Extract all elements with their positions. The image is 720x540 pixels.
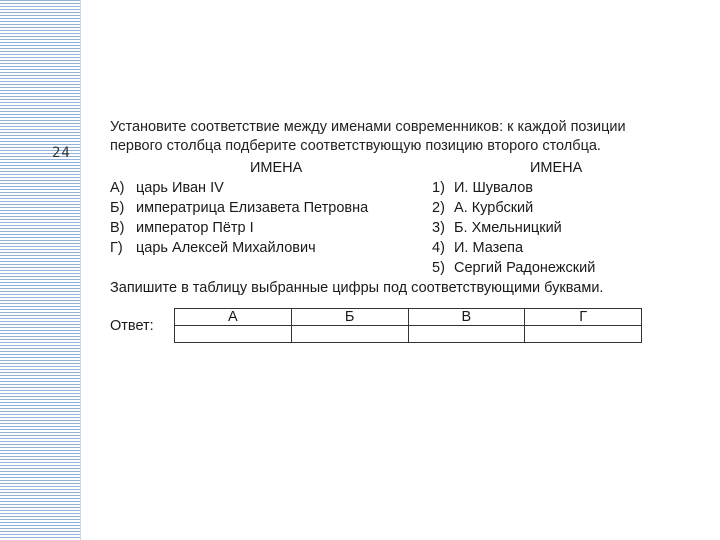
right-column-header: ИМЕНА <box>530 160 583 176</box>
right-item <box>432 198 533 218</box>
left-item-text: царь Иван IV <box>136 180 224 196</box>
right-item-key: 2) <box>432 200 445 216</box>
right-item-text: Сергий Радонежский <box>454 260 596 276</box>
left-item-key: В) <box>110 220 125 236</box>
left-item-text: царь Алексей Михайлович <box>136 240 316 256</box>
right-item-key: 3) <box>432 220 445 236</box>
task-instruction: Установите соответствие между именами современников: к каждой позиции первого столбца подберите соответствующую позицию второго столбца. <box>110 119 626 154</box>
answer-instruction: Запишите в таблицу выбранные цифры под соответствующими буквами. <box>110 280 604 296</box>
left-item <box>110 218 254 238</box>
answer-cell-a[interactable] <box>175 326 292 343</box>
left-item-text: императрица Елизавета Петровна <box>136 200 369 216</box>
answer-cell-v[interactable] <box>408 326 525 343</box>
left-item <box>110 238 316 258</box>
left-column-header: ИМЕНА <box>250 160 303 176</box>
answer-cell-g[interactable] <box>525 326 642 343</box>
right-item-text: И. Мазепа <box>454 240 524 256</box>
left-item-key: Г) <box>110 240 123 256</box>
answer-table <box>174 308 642 343</box>
task-block <box>110 118 650 348</box>
right-item-key: 1) <box>432 180 445 196</box>
right-item <box>432 178 533 198</box>
left-item-key: Б) <box>110 200 125 216</box>
answer-header-cell: Б <box>291 309 408 326</box>
left-item <box>110 178 224 198</box>
answer-label: Ответ: <box>110 318 154 334</box>
answer-area <box>110 308 650 348</box>
sidebar-stripes <box>0 0 80 540</box>
left-item <box>110 198 368 218</box>
right-item-key: 4) <box>432 240 445 256</box>
answer-header-cell: В <box>408 309 525 326</box>
right-item <box>432 258 595 278</box>
answer-header-cell: Г <box>525 309 642 326</box>
answer-value-row <box>175 326 642 343</box>
right-item <box>432 238 523 258</box>
right-item-text: Б. Хмельницкий <box>454 220 562 236</box>
right-item-text: А. Курбский <box>454 200 534 216</box>
answer-cell-b[interactable] <box>291 326 408 343</box>
matching-columns <box>110 160 650 276</box>
right-item <box>432 218 562 238</box>
answer-header-cell: А <box>175 309 292 326</box>
right-item-key: 5) <box>432 260 445 276</box>
left-item-key: А) <box>110 180 125 196</box>
left-item-text: император Пётр I <box>136 220 254 236</box>
slide-number: 24 <box>52 145 71 161</box>
sidebar-edge <box>80 0 81 540</box>
right-item-text: И. Шувалов <box>454 180 534 196</box>
answer-header-row <box>175 309 642 326</box>
